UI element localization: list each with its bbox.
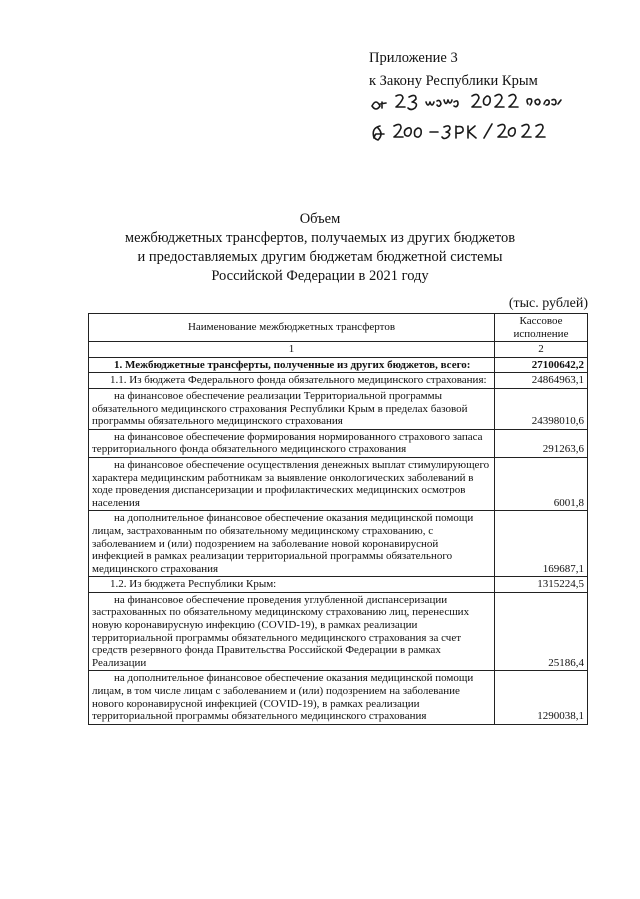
table-row <box>89 457 588 510</box>
row-value: 27100642,2 <box>495 357 588 373</box>
row-value: 1315224,5 <box>495 577 588 593</box>
row-value: 1290038,1 <box>495 671 588 724</box>
row-text: 1. Межбюджетные трансферты, полученные из других бюджетов, всего: <box>89 357 495 373</box>
column-number-2: 2 <box>495 342 588 358</box>
table-row <box>89 357 588 373</box>
handwritten-law-details <box>368 92 608 157</box>
row-value: 169687,1 <box>495 511 588 577</box>
table-row <box>89 592 588 671</box>
row-text: на дополнительное финансовое обеспечение оказания медицинской помощи лицам, застрахованным по обязательному медицинскому страхованию, с заболеванием и (или) подозрением на заболевание новой коронавирусной инфекцией в рамках реализации территориальной программы обязательного медицинского страхования <box>89 511 495 577</box>
table-row <box>89 373 588 389</box>
table-row <box>89 511 588 577</box>
title-line-2: межбюджетных трансфертов, получаемых из других бюджетов <box>124 230 516 246</box>
table-row <box>89 429 588 457</box>
row-value: 24398010,6 <box>495 388 588 429</box>
appendix-block <box>369 47 538 93</box>
handwritten-date-and-number <box>368 92 608 152</box>
table-row <box>89 388 588 429</box>
column-number-1: 1 <box>89 342 495 358</box>
row-text: 1.1. Из бюджета Федерального фонда обязательного медицинского страхования: <box>89 373 495 389</box>
header-value-column: Кассовое исполнение <box>495 314 588 342</box>
table-header-row <box>89 314 588 342</box>
row-text: на финансовое обеспечение проведения углубленной диспансеризации застрахованных по обязательному медицинскому страхованию лиц, перенесших новую коронавирусную инфекцию (COVID-19), в рамках реализации территориальной программы обязательного медицинского страхования за счет средств резервного фонда Правительства Российской Федерации в рамках Реализации <box>89 592 495 671</box>
row-value: 291263,6 <box>495 429 588 457</box>
row-text: 1.2. Из бюджета Республики Крым: <box>89 577 495 593</box>
row-text: на финансовое обеспечение реализации Территориальной программы обязательного медицинского страхования Республики Крым в пределах базовой программы обязательного медицинского страхования <box>89 388 495 429</box>
row-text: на финансовое обеспечение осуществления денежных выплат стимулирующего характера медицинским работникам за выявление онкологических заболеваний в ходе проведения диспансеризации и профилактических медицинских осмотров населения <box>89 457 495 510</box>
row-value: 6001,8 <box>495 457 588 510</box>
title-line-3: и предоставляемых другим бюджетам бюджетной системы <box>137 249 503 265</box>
row-value: 24864963,1 <box>495 373 588 389</box>
transfers-table <box>88 313 588 725</box>
row-value: 25186,4 <box>495 592 588 671</box>
appendix-number: Приложение 3 <box>369 50 458 66</box>
table-row <box>89 671 588 724</box>
title-line-4: Российской Федерации в 2021 году <box>211 268 429 284</box>
appendix-law-reference: к Закону Республики Крым <box>369 73 538 89</box>
row-text: на финансовое обеспечение формирования нормированного страхового запаса территориального фонда обязательного медицинского страхования <box>89 429 495 457</box>
header-name-column: Наименование межбюджетных трансфертов <box>89 314 495 342</box>
units-label: (тыс. рублей) <box>508 296 588 311</box>
row-text: на дополнительное финансовое обеспечение оказания медицинской помощи лицам, в том числе лицам с заболеванием и (или) подозрением на заболевание нового коронавирусной инфекцией (COVID-19), в рамках реализации территориальной программы обязательного медицинского страхования <box>89 671 495 724</box>
column-number-row <box>89 342 588 358</box>
table-row <box>89 577 588 593</box>
title-line-1: Объем <box>299 211 341 227</box>
document-title <box>0 210 640 286</box>
